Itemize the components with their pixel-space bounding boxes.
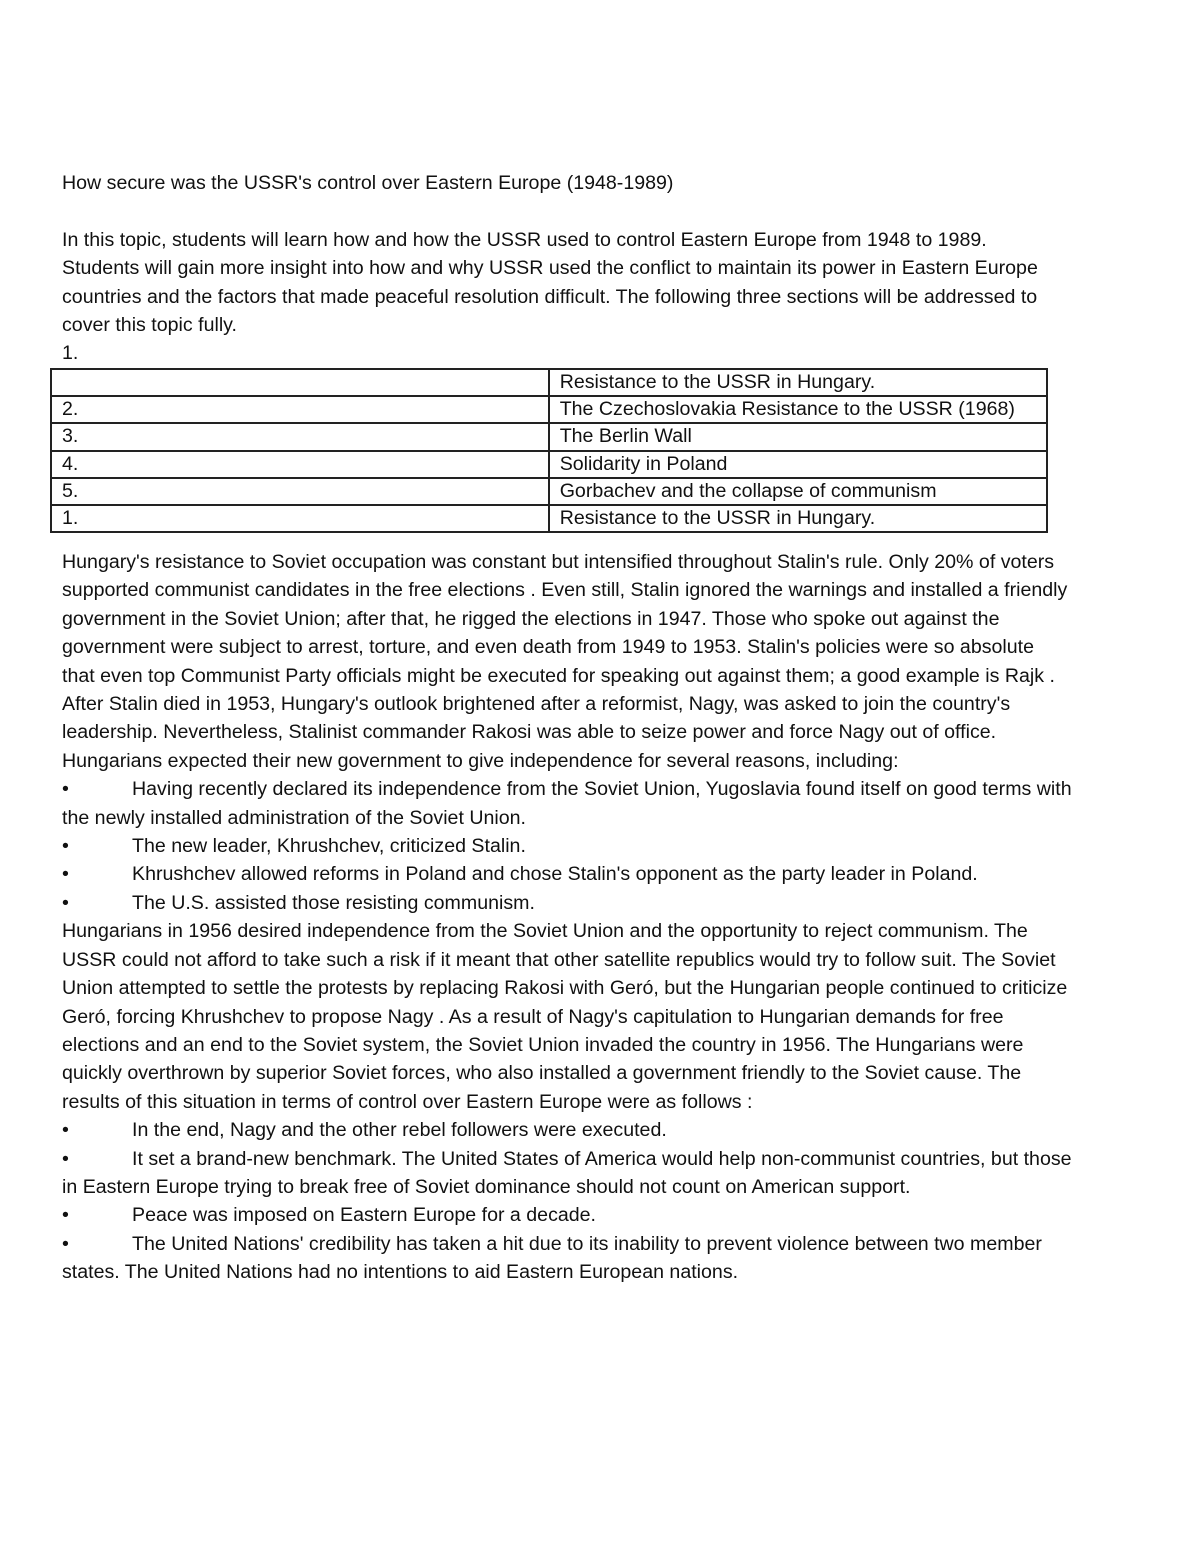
bullet-text: In the end, Nagy and the other rebel followers were executed.	[132, 1119, 667, 1142]
intro-paragraph: In this topic, students will learn how and how the USSR used to control Eastern Europe from 1948 to 1989. Students will gain more insight into how and why USSR used the conflict to maintain its power in Eastern Europe countries and the factors that made peaceful resolution difficult. The following three sections will be addressed to cover this topic fully.	[62, 229, 1038, 337]
list-item	[62, 1201, 1072, 1229]
section-title-cell: Resistance to the USSR in Hungary.	[549, 369, 1047, 396]
bullet-icon: •	[62, 863, 69, 886]
bullet-icon: •	[62, 1119, 69, 1142]
section-title-cell: Gorbachev and the collapse of communism	[549, 478, 1047, 505]
list-item	[62, 860, 1072, 888]
section-title-cell: The Czechoslovakia Resistance to the USSR (1968)	[549, 396, 1047, 423]
sections-table	[50, 368, 1048, 533]
table-row	[51, 451, 1047, 478]
first-section-number: 1.	[62, 342, 79, 364]
section-number-cell: 2.	[51, 396, 549, 423]
bullet-icon: •	[62, 1232, 69, 1255]
bullet-icon: •	[62, 1147, 69, 1170]
bullet-text: The United Nations' credibility has taken a hit due to its inability to prevent violence between two member states. The United Nations had no intentions to aid Eastern European nations.	[62, 1232, 1042, 1284]
bullet-text: It set a brand-new benchmark. The United States of America would help non-communist countries, but those in Eastern Europe trying to break free of Soviet dominance should not count on American support.	[62, 1147, 1072, 1198]
bullet-text: The new leader, Khrushchev, criticized Stalin.	[132, 835, 526, 858]
invasion-paragraph: Hungarians in 1956 desired independence from the Soviet Union and the opportunity to reject communism. The USSR could not afford to take such a risk if it meant that other satellite republics would try to follow suit. The Soviet Union attempted to settle the protests by replacing Rakosi with Geró, but the Hungarian people continued to criticize Geró, forcing Khrushchev to propose Nagy . As a result of Nagy's capitulation to Hungarian demands for free elections and an end to the Soviet system, the Soviet Union invaded the country in 1956. The Hungarians were quickly overthrown by superior Soviet forces, who also installed a government friendly to the Soviet cause. The results of this situation in terms of control over Eastern Europe were as follows :	[62, 920, 1068, 1113]
list-item	[62, 832, 1072, 860]
section-number-cell	[51, 369, 549, 396]
list-item	[62, 775, 1072, 832]
section-title-cell: The Berlin Wall	[549, 423, 1047, 450]
table-row	[51, 423, 1047, 450]
bullet-icon: •	[62, 1204, 69, 1227]
section-number-cell: 3.	[51, 423, 549, 450]
section-number-cell: 4.	[51, 451, 549, 478]
list-item	[62, 1230, 1072, 1287]
bullet-icon: •	[62, 835, 69, 858]
section-title-cell: Resistance to the USSR in Hungary.	[549, 505, 1047, 532]
table-row	[51, 369, 1047, 396]
bullet-text: Having recently declared its independence from the Soviet Union, Yugoslavia found itself on good terms with the newly installed administration of the Soviet Union.	[62, 778, 1072, 829]
table-row	[51, 396, 1047, 423]
table-row	[51, 478, 1047, 505]
bullet-text: Khrushchev allowed reforms in Poland and chose Stalin's opponent as the party leader in Poland.	[132, 863, 978, 886]
hungary-resistance-paragraph: Hungary's resistance to Soviet occupation was constant but intensified throughout Stalin's rule. Only 20% of voters supported communist candidates in the free elections . Even still, Stalin ignored the warnings and installed a friendly government in the Soviet Union; after that, he rigged the elections in 1947. Those who spoke out against the government were subject to arrest, torture, and even death from 1949 to 1953. Stalin's policies were so absolute that even top Communist Party officials might be executed for speaking out against them; a good example is Rajk . After Stalin died in 1953, Hungary's outlook brightened after a reformist, Nagy, was asked to join the country's leadership. Nevertheless, Stalinist commander Rakosi was able to seize power and force Nagy out of office. Hungarians expected their new government to give independence for several reasons, including:	[62, 551, 1068, 772]
section-number-cell: 1.	[51, 505, 549, 532]
section-number-cell: 5.	[51, 478, 549, 505]
bullet-icon: •	[62, 778, 69, 801]
table-row	[51, 505, 1047, 532]
document-body	[62, 548, 1072, 1287]
list-item	[62, 1116, 1072, 1144]
bullet-icon: •	[62, 891, 69, 914]
section-title-cell: Solidarity in Poland	[549, 451, 1047, 478]
bullet-text: The U.S. assisted those resisting communism.	[132, 891, 535, 914]
list-item	[62, 889, 1072, 917]
document-title: How secure was the USSR's control over Eastern Europe (1948-1989)	[62, 172, 674, 194]
list-item	[62, 1145, 1072, 1202]
bullet-text: Peace was imposed on Eastern Europe for a decade.	[132, 1204, 597, 1227]
